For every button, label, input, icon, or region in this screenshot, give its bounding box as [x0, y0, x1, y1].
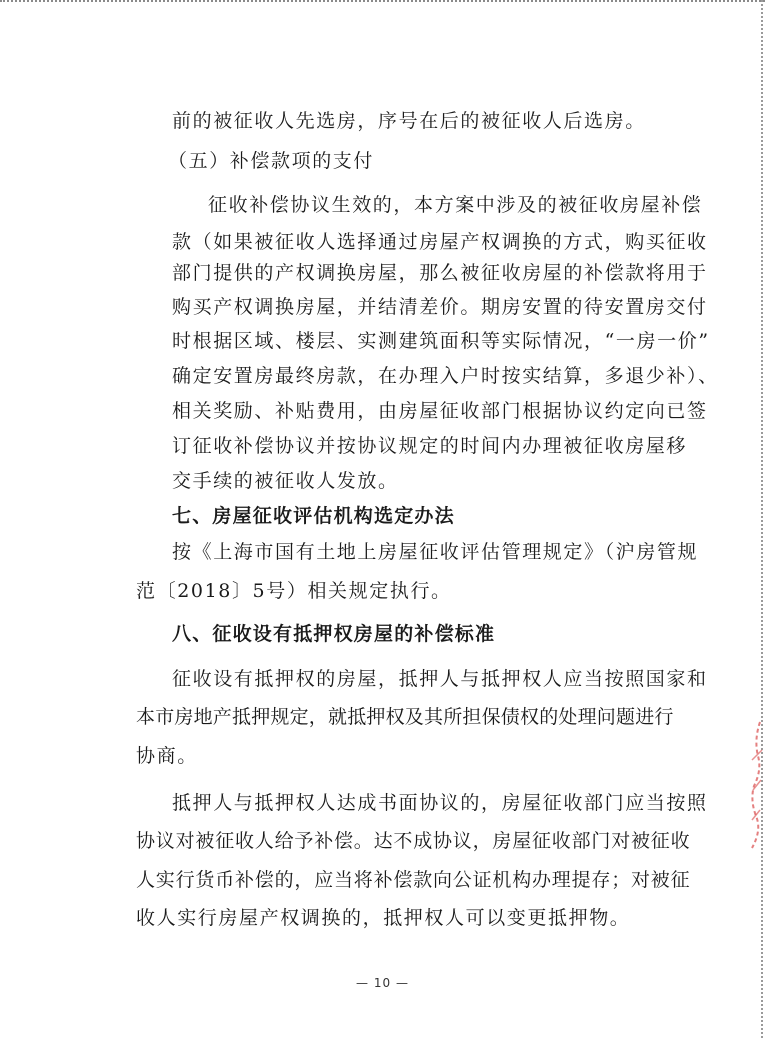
text-line: 时根据区域、楼层、实测建筑面积等实际情况，“一房一价” — [172, 330, 710, 352]
text-line: 购买产权调换房屋，并结清差价。期房安置的待安置房交付 — [172, 296, 708, 318]
text-line: 协议对被征收人给予补偿。达不成协议，房屋征收部门对被征收 — [136, 830, 691, 852]
section-heading-8: 八、征收设有抵押权房屋的补偿标准 — [172, 623, 496, 645]
paragraph-first-line: 按《上海市国有土地上房屋征收评估管理规定》（沪房管规 — [172, 541, 699, 563]
text-line: 人实行货币补偿的，应当将补偿款向公证机构办理提存；对被征 — [136, 869, 691, 891]
paragraph-first-line: 征收补偿协议生效的，本方案中涉及的被征收房屋补偿 — [208, 194, 703, 216]
text-line: 部门提供的产权调换房屋，那么被征收房屋的补偿款将用于 — [172, 262, 708, 284]
section-heading-7: 七、房屋征收评估机构选定办法 — [172, 505, 455, 527]
text-line: 款（如果被征收人选择通过房屋产权调换的方式，购买征收 — [172, 231, 708, 253]
text-line: 确定安置房最终房款，在办理入户时按实结算，多退少补）、 — [172, 365, 719, 387]
text-line: 范〔2018〕5号）相关规定执行。 — [136, 580, 452, 602]
text-line: 本市房地产抵押规定，就抵押权及其所担保债权的处理问题进行 — [136, 706, 674, 728]
subsection-heading: （五）补偿款项的支付 — [168, 150, 375, 172]
text-line: 交手续的被征收人发放。 — [172, 470, 399, 492]
seal-stamp-fragment — [748, 720, 764, 850]
page-right-edge — [761, 0, 763, 1038]
text-line: 协商。 — [136, 745, 198, 767]
text-line: 收人实行房屋产权调换的，抵押权人可以变更抵押物。 — [136, 907, 631, 929]
text-line: 相关奖励、补贴费用，由房屋征收部门根据协议约定向已签 — [172, 400, 708, 422]
page-top-edge — [0, 0, 765, 2]
text-line: 订征收补偿协议并按协议规定的时间内办理被征收房屋移 — [172, 435, 688, 457]
page-number: — 10 — — [356, 976, 409, 990]
paragraph-first-line: 征收设有抵押权的房屋，抵押人与抵押权人应当按照国家和 — [172, 668, 708, 690]
text-line: 前的被征收人先选房，序号在后的被征收人后选房。 — [172, 110, 646, 132]
paragraph-first-line: 抵押人与抵押权人达成书面协议的，房屋征收部门应当按照 — [172, 792, 708, 814]
